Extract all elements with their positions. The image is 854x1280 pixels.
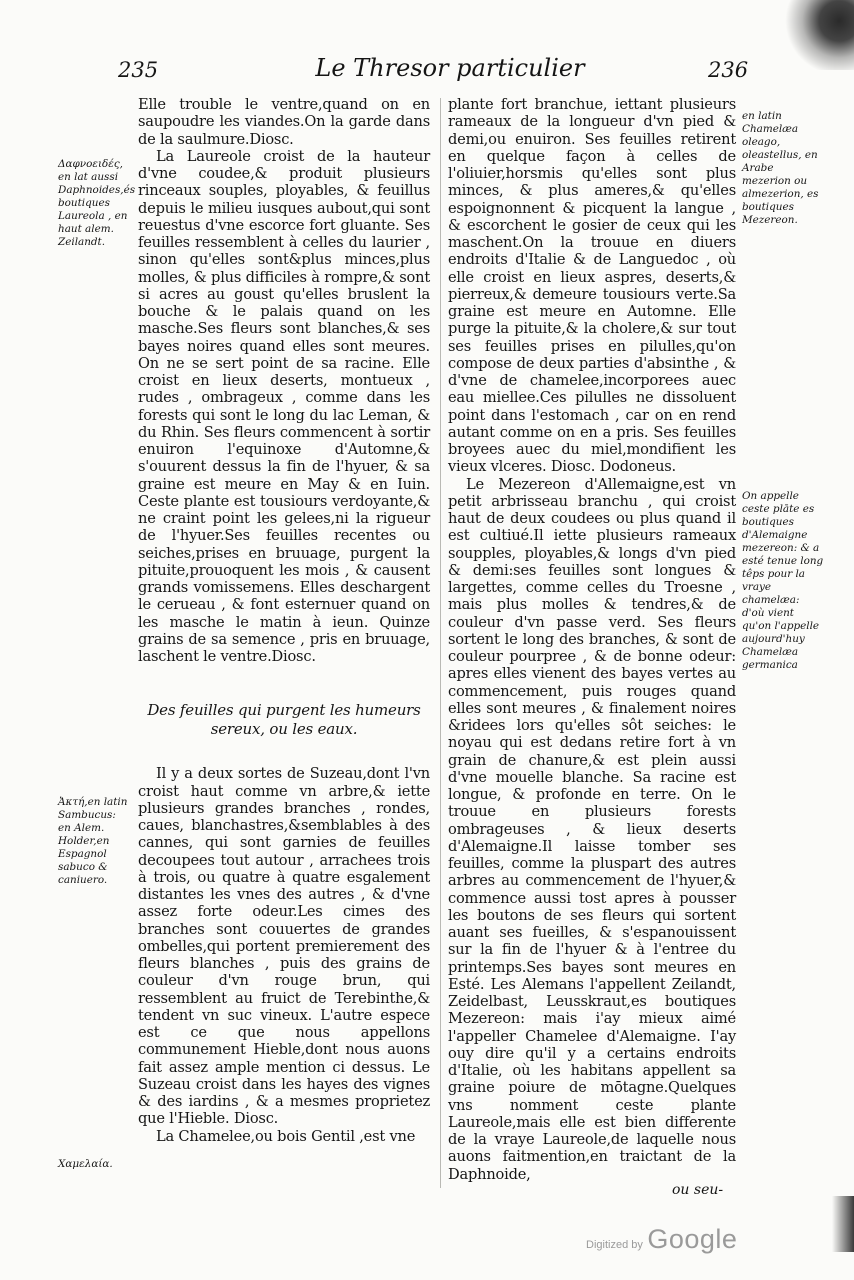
paragraph: plante fort branchue, iettant plusieurs rameaux de la longueur d'vn pied & demi,ou enuiron. Ses feuilles retirent en quelque façon à celles de l'oliuier,horsmis qu'elles sont plus minces, & plus ameres,& qu'elles espoignonnent & picquent la langue , & escorchent le gosier de ceux qui les maschent.On la trouue en diuers endroits d'Italie & de Languedoc , où elle croist en lieux aspres, deserts,& pierreux,& demeure tousiours verte.Sa graine est meure en Automne. Elle purge la pituite,& la cholere,& sur tout ses feuilles prises en pilulles,qu'on compose de deux parties d'absinthe , & d'vne de chamelee,incorporees auec eau miellee.Ces pilulles ne dissoluent point dans l'estomach , car on en rend autant comme on en a pris. Ses feuilles broyees auec du miel,mondifient les vieux vlceres. Diosc. Dodoneus. (448, 96, 736, 476)
page-number-right: 236 (708, 58, 749, 82)
catchword: ou seu- (672, 1182, 724, 1198)
corner-stain (780, 0, 854, 70)
watermark-prefix: Digitized by (586, 1239, 643, 1251)
paragraph: La Chamelee,ou bois Gentil ,est vne (156, 1127, 416, 1145)
page-number-left: 235 (118, 58, 159, 82)
paragraph: La Laureole croist de la hauteur d'vne coudee,& produit plusieurs rinceaux souples, ployables, & feuillus depuis le milieu iusques aubout,qui sont reuestus d'vne escorce fort gluante. Ses feuilles ressemblent à celles du laurier , sinon qu'elles sont&plus minces,plus molles, & plus difficiles à rompre,& sont si acres au goust qu'elles bruslent la bouche & le palais quand on les masche.Ses fleurs sont blanches,& ses bayes noires quand elles sont meures. On ne se sert point de sa racine. Elle croist en lieux deserts, montueux , rudes , ombrageux , comme dans les forests qui sont le long du lac Leman, & du Rhin. Ses fleurs commencent à sortir enuiron l'equinoxe d'Automne,& s'ouurent dessus la fin de l'hyuer, & sa graine est meure en May & en Iuin. Ceste plante est tousiours verdoyante,& ne craint point les gelees,ni la rigueur de l'hyuer.Ses feuilles recentes ou seiches,prises en bruuage, purgent la pituite,prouoquent les mois , & causent grands vomissemens. Elles deschargent le cerueau , & font esternuer quand on les masche le matin à ieun. Quinze grains de sa semence , pris en bruuage, laschent le ventre.Diosc. (138, 147, 430, 665)
digitized-watermark (586, 1224, 737, 1255)
edge-stain (832, 1196, 854, 1252)
margin-note-sambucus: Ἀκτή,en latin Sambucus: en Alem. Holder,en Espagnol sabuco & caniuero. (58, 796, 128, 886)
margin-note-daphnoides: Δαφνοειδές, en lat aussi Daphnoides,és boutiques Laureola , en haut alem. Zeilandt. (58, 158, 136, 248)
running-head: Le Thresor particulier (315, 54, 585, 82)
left-text-column (138, 96, 430, 1145)
column-rule (440, 98, 441, 1188)
section-heading: Des feuilles qui purgent les humeurs sereux, ou les eaux. (147, 701, 421, 739)
margin-note-chamelaea: en latin Chamelæa oleago, oleastellus, en Arabe mezerion ou almezerion, es boutiques Mezereon. (742, 110, 819, 226)
google-logo: Google (647, 1224, 738, 1254)
margin-note-mezereon: On appelle ceste plāte es boutiques d'Alemaigne mezereon: & a esté tenue long têps pour la vraye chamelæa: d'où vient qu'on l'appelle aujourd'huy Chamelæa germanica (742, 490, 824, 671)
right-text-column (448, 96, 736, 1183)
paragraph: Elle trouble le ventre,quand on en saupoudre les viandes.On la garde dans de la saulmure.Diosc. (138, 96, 430, 148)
paragraph: Le Mezereon d'Allemaigne,est vn petit arbrisseau branchu , qui croist haut de deux coudees ou plus quand il est cultiué.Il iette plusieurs rameaux soupples, ployables,& longs d'vn pied & demi:ses feuilles sont longues & largettes, comme celles du Troesne , mais plus molles & tendres,& de couleur d'vn passe verd. Ses fleurs sortent le long des branches, & sont de couleur pourpree , & de bonne odeur: apres elles vienent des bayes vertes au commencement, puis rouges quand elles sont meures , & finalement noires &ridees lors qu'elles sôt seiches: le noyau qui est dedans retire fort à vn grain de chanure,& est plein aussi d'vne mouelle blanche. Sa racine est longue, & profonde en terre. On le trouue en plusieurs forests ombrageuses , & lieux deserts d'Alemaigne.Il laisse tomber ses feuilles, comme la pluspart des autres arbres au commencement de l'hyuer,& commence aussi tost apres à pousser les boutons de ses fleurs qui sortent auant ses fueilles, & s'espanouissent sur la fin de l'hyuer & à l'entree du printemps.Ses bayes sont meures en Esté. Les Alemans l'appellent Zeilandt, Zeidelbast, Leusskraut,es boutiques Mezereon: mais i'ay mieux aimé l'appeller Chamelee d'Alemaigne. I'ay ouy dire qu'il y a certains endroits d'Italie, où les habitans appellent sa graine poiure de mōtagne.Quelques vns nomment ceste plante Laureole,mais elle est bien differente de la vraye Laureole,de laquelle nous auons faitmention,en traictant de la Daphnoide, (448, 475, 736, 1183)
paragraph: Il y a deux sortes de Suzeau,dont l'vn croist haut comme vn arbre,& iette plusieurs grandes branches , rondes, caues, blanchastres,&semblables à des cannes, qui sont garnies de feuilles decoupees tout autour , arrachees trois à trois, ou quatre à quatre esgalement distantes les vnes des autres , & d'vne assez forte odeur.Les cimes des branches sont couuertes de grandes ombelles,qui portent premierement des fleurs blanches , puis des grains de couleur d'vn rouge brun, qui ressemblent au fruict de Terebinthe,& tendent vn suc vineux. L'autre espece est ce que nous appellons communement Hieble,dont nous auons fait assez ample mention ci dessus. Le Suzeau croist dans les hayes des vignes & des iardins , & a mesmes proprietez que l'Hieble. Diosc. (138, 765, 430, 1128)
margin-note-chamelaia: Χαμελαία. (58, 1158, 113, 1170)
